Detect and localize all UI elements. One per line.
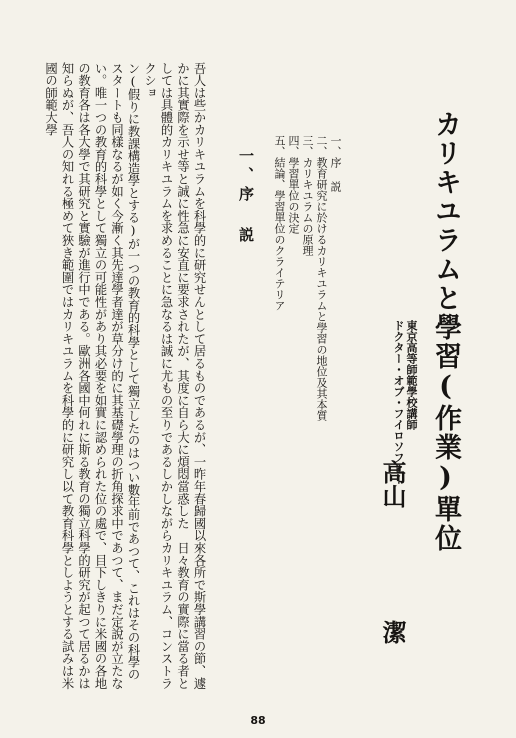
- toc-item: 五、結論、學習單位のクライテリア: [273, 135, 286, 311]
- author-surname: 高山: [378, 460, 407, 508]
- toc-item: 四、學習單位の決定: [287, 135, 300, 234]
- affiliation-line: 東京高等師範學校講師: [405, 320, 418, 430]
- toc-item: 一、序 説: [329, 135, 342, 192]
- author-given-name: 潔: [378, 620, 407, 644]
- toc-item: 二、教育研究に於けるカリキユラムと學習の地位及其本質: [315, 135, 328, 421]
- affiliation-line: ドクター・オブ・フイロソフヒー: [392, 320, 405, 485]
- toc-item: 三、カリキユラムの原理: [301, 135, 314, 256]
- page-number: 88: [250, 714, 266, 727]
- body-paragraph: ン(假りに教課構造學とする)が一つの教育的科學として獨立したのはつい數年前であつて、これはその科學のスタートも同樣なるが如く今漸く其先達學者達が草分け的に其基礎學理の折角探求中であつて、まだ定說が立たない。唯一つの教育的科學として獨立の可能性があり其必要を如實に認められた位の處で、目下しきりに米國の各地の教育各は各大學で其研究と實驗が進行中である。歐洲各國中何れに斯る教育の獨立科學的研究が起つて居るかは知らぬが、吾人の知れる極めて狹き範圍ではカリキユラムを科學的に研究し以て教育科學としようとする試みは米國の師範大學: [43, 62, 140, 690]
- body-paragraph: 吾人は些かカリキユラムを科學的に研究せんとして居るものであるが、一昨年春歸國以來各所で斯學講習の節、遽かに其實際を示せ等と誠に性急に安直に要求されたが、其度に自ら大に煩悶當惑した 日々教育の實際に當る者としては具體的カリキユラムを求めることに急なるは誠に尤もの至りであるしかしながらカリキユラム、コンストラクショ: [142, 62, 206, 690]
- article-title: カリキユラムと學習(作業)單位: [430, 110, 461, 553]
- body-text: [42, 62, 207, 690]
- section-heading: 一、序 説: [237, 148, 255, 246]
- table-of-contents: [272, 135, 342, 421]
